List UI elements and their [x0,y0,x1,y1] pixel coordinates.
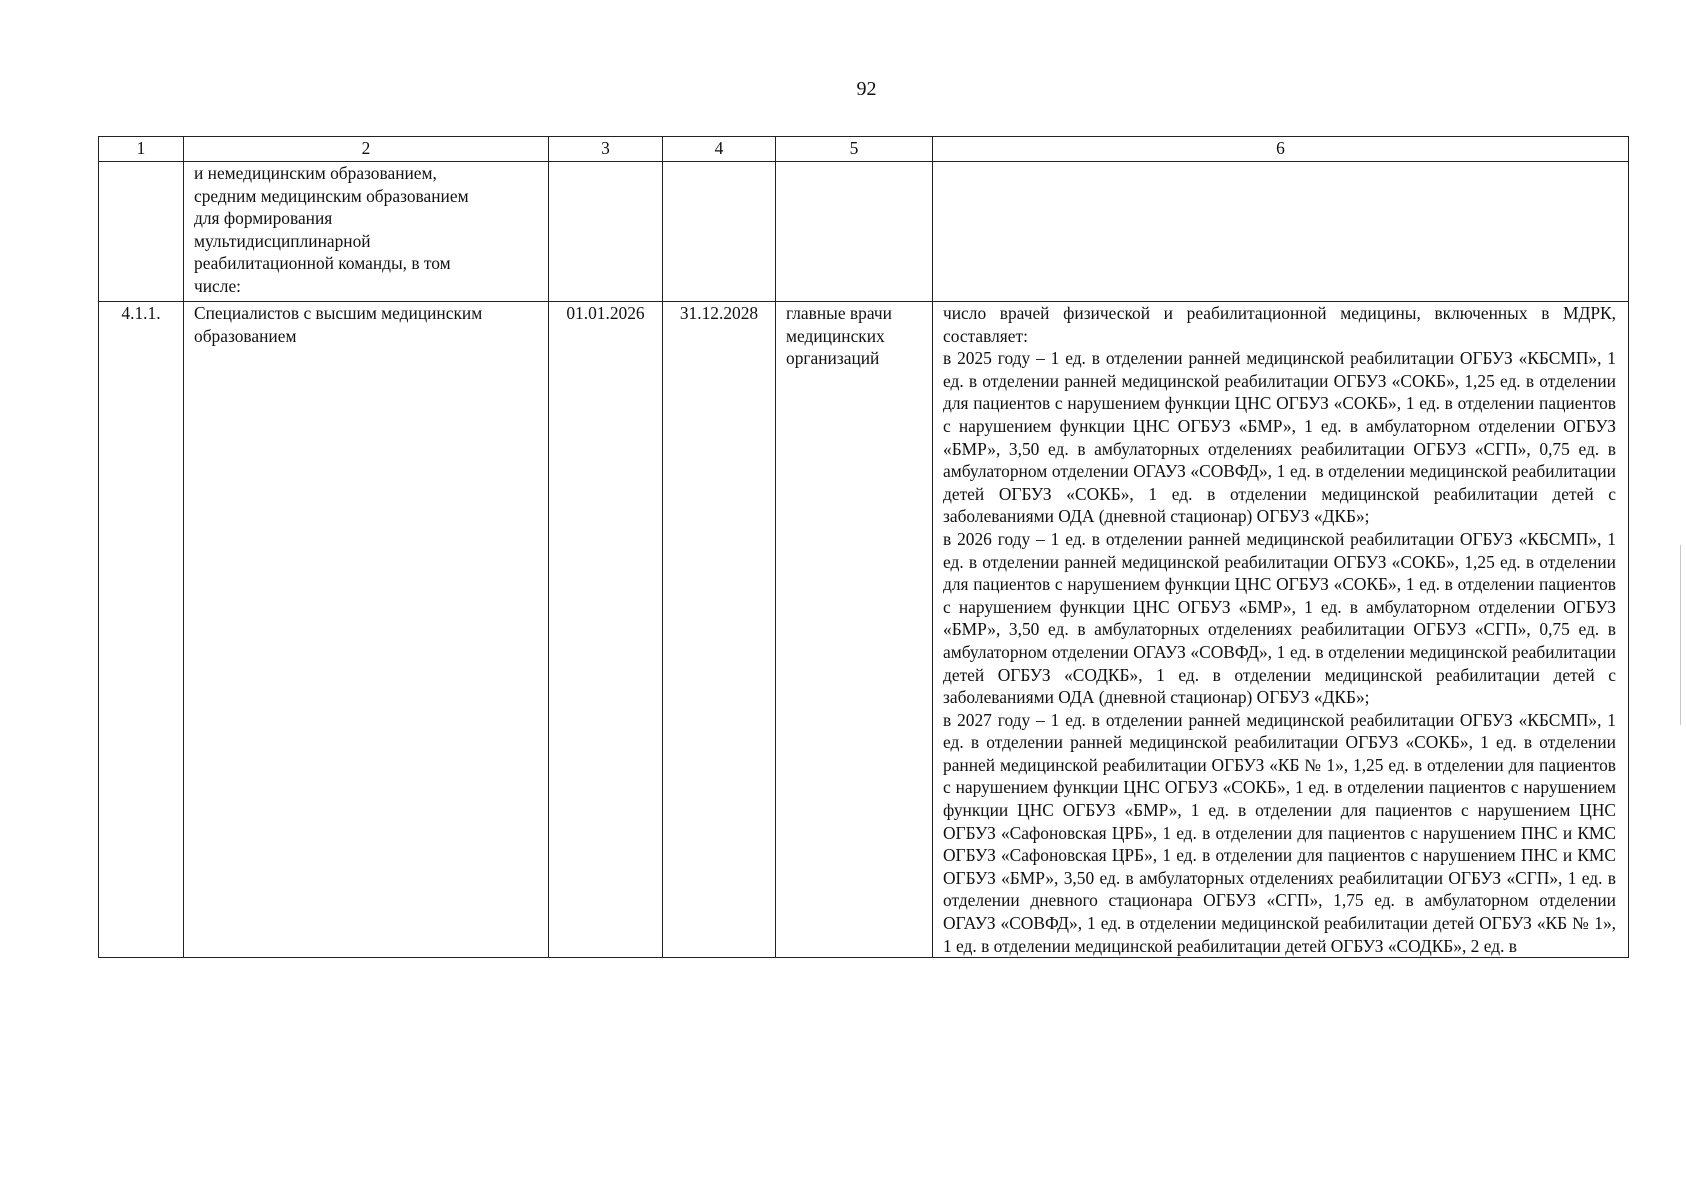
table-row [99,162,1629,302]
cell-measure-name [184,302,549,958]
description-paragraph: в 2027 году – 1 ед. в отделении ранней медицинской реабилитации ОГБУЗ «КБСМП», 1 ед. в отделении ранней медицинской реабилитации ОГБУЗ «СОКБ», 1 ед. в отделении ранней медицинской реабилитации ОГБУЗ «КБ № 1», 1,25 ед. в отделении для пациентов с нарушением функции ЦНС ОГБУЗ «СОКБ», 1 ед. в отделении пациентов с нарушением функции ЦНС ОГБУЗ «БМР», 1 ед. в отделении для пациентов с нарушением ЦНС ОГБУЗ «Сафоновская ЦРБ», 1 ед. в отделении для пациентов с нарушением ПНС и КМС ОГБУЗ «Сафоновская ЦРБ», 1 ед. в отделении для пациентов с нарушением ПНС и КМС ОГБУЗ «БМР», 3,50 ед. в амбулаторных отделениях реабилитации ОГБУЗ «СГП», 1 ед. в отделении дневного стационара ОГБУЗ «СГП», 1,75 ед. в амбулаторном отделении ОГАУЗ «СОВФД», 1 ед. в отделении медицинской реабилитации детей ОГБУЗ «КБ № 1», 1 ед. в отделении медицинской реабилитации детей ОГБУЗ «СОДКБ», 2 ед. в [943,709,1616,956]
cell-responsible [776,302,933,958]
column-header: 6 [933,137,1629,162]
text-line: и немедицинским образованием, [194,163,437,183]
scan-edge-line [1680,545,1681,725]
text-line: для формирования [194,208,333,229]
text-line: мультидисциплинарной [194,230,371,251]
cell-end-date: 31.12.2028 [663,302,776,958]
cell-start-date [549,162,663,302]
measures-table [98,136,1629,958]
description-paragraph: число врачей физической и реабилитационной медицины, включенных в МДРК, составляет: [943,303,1616,346]
table-row [99,302,1629,958]
description-paragraph: в 2026 году – 1 ед. в отделении ранней медицинской реабилитации ОГБУЗ «КБСМП», 1 ед. в отделении ранней медицинской реабилитации ОГБУЗ «СОКБ», 1,25 ед. в отделении для пациентов с нарушением функции ЦНС ОГБУЗ «СОКБ», 1 ед. в отделении пациентов с нарушением функции ЦНС ОГБУЗ «БМР», 1 ед. в амбулаторном отделении ОГБУЗ «БМР», 3,50 ед. в амбулаторных отделениях реабилитации ОГБУЗ «СГП», 0,75 ед. в амбулаторном отделении ОГАУЗ «СОВФД», 1 ед. в отделении медицинской реабилитации детей ОГБУЗ «СОДКБ», 1 ед. в отделении медицинской реабилитации детей с заболеваниями ОДА (дневной стационар) ОГБУЗ «ДКБ»; [943,528,1616,708]
column-header: 3 [549,137,663,162]
text-line: средним медицинским образованием [194,185,469,206]
cell-end-date [663,162,776,302]
text-line: организаций [786,348,880,369]
text-line: образованием [194,325,297,346]
text-line: главные врачи [786,303,892,323]
description-paragraph: в 2025 году – 1 ед. в отделении ранней медицинской реабилитации ОГБУЗ «КБСМП», 1 ед. в отделении ранней медицинской реабилитации ОГБУЗ «СОКБ», 1,25 ед. в отделении для пациентов с нарушением функции ЦНС ОГБУЗ «СОКБ», 1 ед. в отделении пациентов с нарушением функции ЦНС ОГБУЗ «БМР», 1 ед. в амбулаторном отделении ОГБУЗ «БМР», 3,50 ед. в амбулаторных отделениях реабилитации ОГБУЗ «СГП», 0,75 ед. в амбулаторном отделении ОГАУЗ «СОВФД», 1 ед. в отделении медицинской реабилитации детей ОГБУЗ «СОКБ», 1 ед. в отделении медицинской реабилитации детей с заболеваниями ОДА (дневной стационар) ОГБУЗ «ДКБ»; [943,348,1616,527]
column-header: 1 [99,137,184,162]
cell-responsible [776,162,933,302]
text-line: числе: [194,275,242,296]
column-header: 2 [184,137,549,162]
cell-number [99,162,184,302]
text-line: реабилитационной команды, в том [194,253,451,274]
column-header: 4 [663,137,776,162]
cell-description [933,302,1629,958]
column-header: 5 [776,137,933,162]
cell-number: 4.1.1. [99,302,184,958]
text-line: медицинских [786,325,885,346]
table-header-row [99,137,1629,162]
text-line: Специалистов с высшим медицинским [194,303,483,323]
cell-description [933,162,1629,302]
cell-start-date: 01.01.2026 [549,302,663,958]
page-number: 92 [856,78,877,100]
cell-measure-name [184,162,549,302]
